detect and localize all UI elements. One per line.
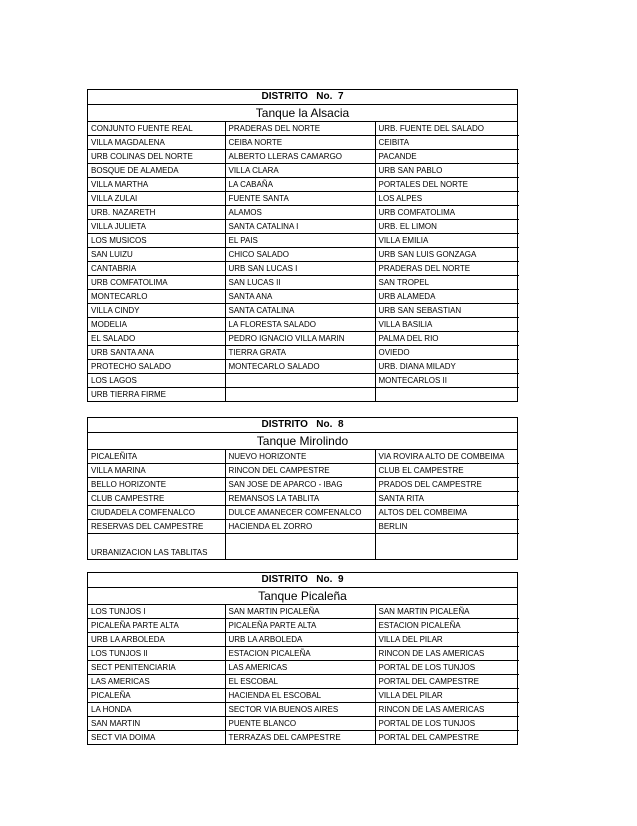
neighborhood-cell: PALMA DEL RIO [375,332,519,346]
neighborhood-cell: RINCON DE LAS AMERICAS [375,647,519,661]
table-row [88,136,519,150]
neighborhood-cell: VILLA CLARA [225,164,375,178]
table-row [88,332,519,346]
neighborhood-cell: VILLA DEL PILAR [375,689,519,703]
neighborhood-cell: VILLA DEL PILAR [375,633,519,647]
table-row [88,661,519,675]
neighborhood-cell: RESERVAS DEL CAMPESTRE [88,520,225,534]
neighborhood-cell: ALBERTO LLERAS CAMARGO [225,150,375,164]
neighborhood-cell: SAN MARTIN [88,717,225,731]
district-heading: DISTRITO No. 7 [88,90,517,105]
district-heading: DISTRITO No. 8 [88,418,517,433]
neighborhood-cell: LA HONDA [88,703,225,717]
neighborhood-cell: TIERRA GRATA [225,346,375,360]
neighborhood-cell: CEIBITA [375,136,519,150]
table-row [88,647,519,661]
district-8-table [87,417,518,560]
neighborhood-cell: PORTAL DEL CAMPESTRE [378,733,479,742]
neighborhood-cell: EL PAIS [225,234,375,248]
neighborhood-cell: VILLA MAGDALENA [88,136,225,150]
neighborhood-cell: CEIBA NORTE [225,136,375,150]
table-row [88,178,519,192]
neighborhood-cell: LOS MUSICOS [88,234,225,248]
neighborhood-cell: VILLA BASILIA [375,318,519,332]
neighborhood-cell: SAN LUIZU [88,248,225,262]
table-row [88,346,519,360]
district-heading: DISTRITO No. 9 [88,573,517,588]
neighborhood-cell: FUENTE SANTA [225,192,375,206]
neighborhood-cell: CLUB EL CAMPESTRE [375,464,519,478]
neighborhood-grid [88,605,519,744]
table-row [88,164,519,178]
neighborhood-cell: CIUDADELA COMFENALCO [88,506,225,520]
table-row [88,703,519,717]
neighborhood-cell: SAN JOSE DE APARCO - IBAG [225,478,375,492]
neighborhood-cell: URB. DIANA MILADY [375,360,519,374]
neighborhood-cell: LOS ALPES [375,192,519,206]
table-row [88,675,519,689]
neighborhood-cell: ESTACION PICALEÑA [225,647,375,661]
neighborhood-cell: OVIEDO [375,346,519,360]
neighborhood-cell: LA CABAÑA [225,178,375,192]
neighborhood-cell: SECTOR VIA BUENOS AIRES [225,703,375,717]
neighborhood-cell: URB SAN LUIS GONZAGA [375,248,519,262]
neighborhood-cell: PROTECHO SALADO [88,360,225,374]
neighborhood-cell [225,534,375,560]
neighborhood-cell: RINCON DEL CAMPESTRE [225,464,375,478]
table-row [88,689,519,703]
district-9-table [87,572,518,745]
neighborhood-cell: URB SANTA ANA [88,346,225,360]
neighborhood-cell: ALAMOS [225,206,375,220]
neighborhood-cell: EL ESCOBAL [225,675,375,689]
neighborhood-cell: URB. NAZARETH [88,206,225,220]
neighborhood-cell: PACANDE [375,150,519,164]
neighborhood-cell: PICALEÑA [88,689,225,703]
neighborhood-cell: SANTA RITA [375,492,519,506]
neighborhood-cell: URB COMFATOLIMA [375,206,519,220]
neighborhood-cell: TERRAZAS DEL CAMPESTRE [225,731,375,745]
table-row [88,619,519,633]
neighborhood-cell: SAN MARTIN PICALEÑA [225,605,375,619]
neighborhood-cell: BELLO HORIZONTE [88,478,225,492]
neighborhood-cell: URB SAN SEBASTIAN [375,304,519,318]
neighborhood-cell: VILLA MARTHA [88,178,225,192]
neighborhood-cell: PICALEÑITA [88,450,225,464]
table-row [88,304,519,318]
table-row [88,731,519,745]
neighborhood-cell: RINCON DE LAS AMERICAS [375,703,519,717]
table-row [88,605,519,619]
tank-name: Tanque Picaleña [88,588,517,605]
neighborhood-cell [375,388,519,402]
neighborhood-cell: HACIENDA EL ZORRO [225,520,375,534]
neighborhood-cell: VILLA JULIETA [88,220,225,234]
table-row [88,206,519,220]
neighborhood-cell: LOS TUNJOS II [88,647,225,661]
neighborhood-cell: VILLA CINDY [88,304,225,318]
neighborhood-cell: HACIENDA EL ESCOBAL [225,689,375,703]
table-row [88,534,519,560]
neighborhood-cell: URB COMFATOLIMA [88,276,225,290]
neighborhood-cell: URB SAN PABLO [375,164,519,178]
neighborhood-cell: URB. FUENTE DEL SALADO [375,122,519,136]
neighborhood-cell: EL SALADO [88,332,225,346]
table-row [88,478,519,492]
table-row [88,388,519,402]
neighborhood-cell: REMANSOS LA TABLITA [225,492,375,506]
neighborhood-cell [375,534,519,560]
table-row [88,506,519,520]
neighborhood-cell: URB LA ARBOLEDA [88,633,225,647]
neighborhood-cell: SECT PENITENCIARIA [88,661,225,675]
neighborhood-cell: BERLIN [375,520,519,534]
neighborhood-cell: MONTECARLO [88,290,225,304]
neighborhood-cell: PORTAL DE LOS TUNJOS [375,717,519,731]
neighborhood-cell: VILLA MARINA [88,464,225,478]
table-row [88,360,519,374]
neighborhood-cell: SANTA CATALINA [225,304,375,318]
neighborhood-cell: LOS TUNJOS I [88,605,225,619]
table-row [88,122,519,136]
neighborhood-cell: SAN LUCAS II [225,276,375,290]
neighborhood-cell: PORTALES DEL NORTE [375,178,519,192]
neighborhood-cell: URB LA ARBOLEDA [225,633,375,647]
table-row [88,248,519,262]
neighborhood-cell: PICALEÑA PARTE ALTA [225,619,375,633]
neighborhood-cell: LAS AMERICAS [225,661,375,675]
neighborhood-cell: CLUB CAMPESTRE [88,492,225,506]
neighborhood-cell: PRADERAS DEL NORTE [375,262,519,276]
tank-name: Tanque Mirolindo [88,433,517,450]
table-row [88,262,519,276]
neighborhood-cell: URBANIZACION LAS TABLITAS [88,534,225,560]
neighborhood-cell: ALTOS DEL COMBEIMA [375,506,519,520]
table-row [88,234,519,248]
neighborhood-cell: PORTAL DEL CAMPESTRE [375,675,519,689]
neighborhood-cell: URB SAN LUCAS I [225,262,375,276]
table-row [88,290,519,304]
table-row [88,464,519,478]
neighborhood-cell: SECT VIA DOIMA [88,731,225,745]
neighborhood-cell: PORTAL DE LOS TUNJOS [375,661,519,675]
table-row [88,520,519,534]
neighborhood-cell: PEDRO IGNACIO VILLA MARIN [225,332,375,346]
neighborhood-cell: NUEVO HORIZONTE [225,450,375,464]
neighborhood-cell: MONTECARLO SALADO [225,360,375,374]
table-row [88,717,519,731]
table-row [88,150,519,164]
neighborhood-cell: SANTA CATALINA I [225,220,375,234]
neighborhood-cell: CANTABRIA [88,262,225,276]
neighborhood-cell: CONJUNTO FUENTE REAL [88,122,225,136]
neighborhood-cell: URB COLINAS DEL NORTE [88,150,225,164]
table-row [88,220,519,234]
neighborhood-cell: PRADERAS DEL NORTE [225,122,375,136]
table-row [88,450,519,464]
tank-name: Tanque la Alsacia [88,105,517,122]
table-row [88,318,519,332]
neighborhood-cell: URB. EL LIMON [375,220,519,234]
table-row [88,492,519,506]
neighborhood-cell: ESTACION PICALEÑA [375,619,519,633]
neighborhood-cell: LAS AMERICAS [88,675,225,689]
neighborhood-cell: VILLA EMILIA [375,234,519,248]
table-row [88,633,519,647]
table-row [88,374,519,388]
neighborhood-grid [88,122,519,401]
neighborhood-grid [88,450,519,559]
neighborhood-cell: SANTA ANA [225,290,375,304]
table-row [88,276,519,290]
neighborhood-cell: SAN TROPEL [375,276,519,290]
neighborhood-cell: PICALEÑA PARTE ALTA [88,619,225,633]
neighborhood-cell: VILLA ZULAI [88,192,225,206]
neighborhood-cell: MODELIA [88,318,225,332]
neighborhood-cell: URB TIERRA FIRME [88,388,225,402]
neighborhood-cell: SAN MARTIN PICALEÑA [375,605,519,619]
neighborhood-cell: BOSQUE DE ALAMEDA [88,164,225,178]
neighborhood-cell: MONTECARLOS II [375,374,519,388]
neighborhood-cell: DULCE AMANECER COMFENALCO [225,506,375,520]
neighborhood-cell [225,388,375,402]
neighborhood-cell: PUENTE BLANCO [225,717,375,731]
neighborhood-cell: LOS LAGOS [88,374,225,388]
neighborhood-cell: VIA ROVIRA ALTO DE COMBEIMA [375,450,519,464]
neighborhood-cell [225,374,375,388]
table-row [88,192,519,206]
neighborhood-cell: URB ALAMEDA [375,290,519,304]
district-7-table [87,89,518,402]
neighborhood-cell: PRADOS DEL CAMPESTRE [375,478,519,492]
neighborhood-cell: CHICO SALADO [225,248,375,262]
neighborhood-cell: LA FLORESTA SALADO [225,318,375,332]
